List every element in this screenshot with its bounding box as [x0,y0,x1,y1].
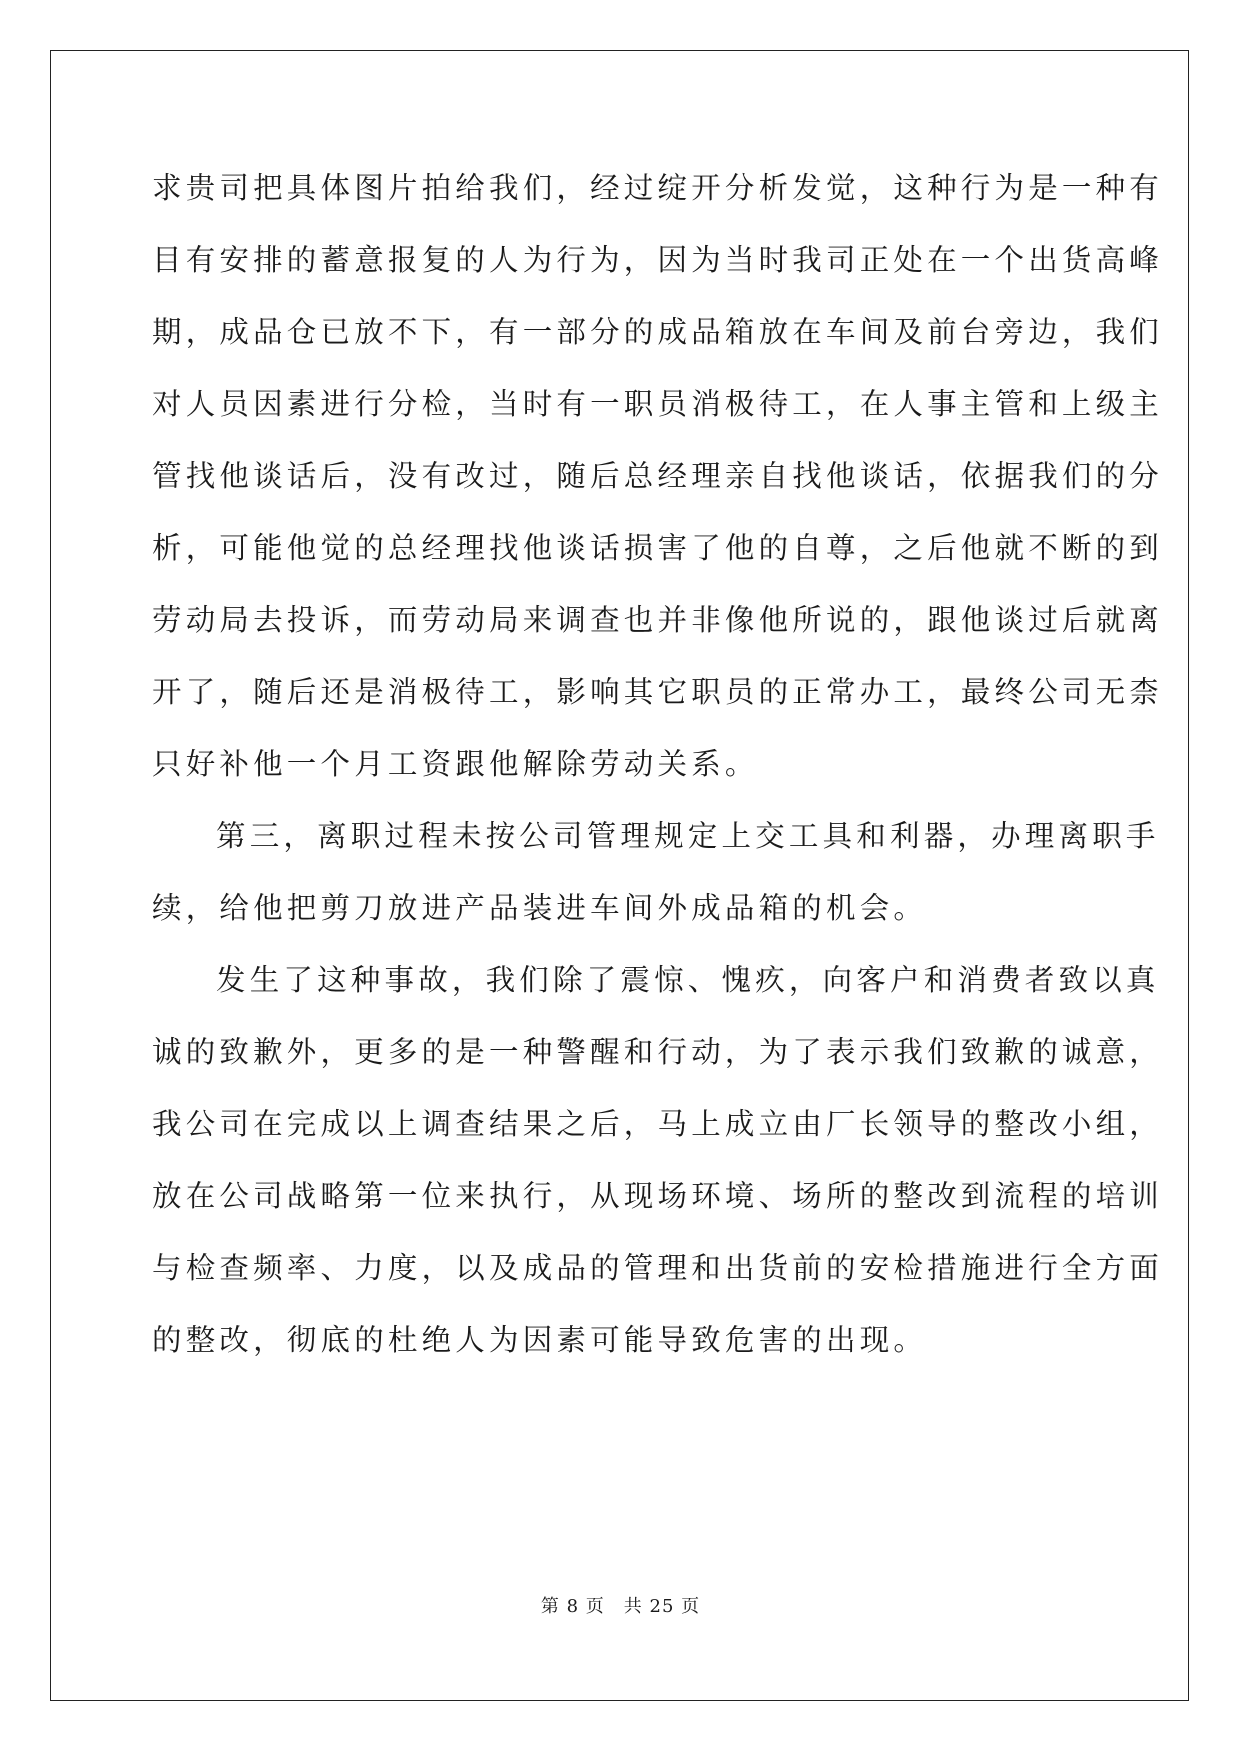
text-line: 劳动局去投诉，而劳动局来调查也并非像他所说的，跟他谈过后就离 [152,603,1164,637]
text-line: 诚的致歉外，更多的是一种警醒和行动，为了表示我们致歉的诚意， [152,1035,1164,1069]
text-line: 管找他谈话后，没有改过，随后总经理亲自找他谈话，依据我们的分 [152,459,1164,493]
text-line: 第三，离职过程未按公司管理规定上交工具和利器，办理离职手 [216,819,1160,853]
text-line: 开了，随后还是消极待工，影响其它职员的正常办工，最终公司无柰 [152,675,1164,709]
text-line: 续，给他把剪刀放进产品装进车间外成品箱的机会。 [152,891,928,925]
text-line: 目有安排的蓄意报复的人为行为，因为当时我司正处在一个出货高峰 [152,243,1164,277]
text-line: 求贵司把具体图片拍给我们，经过绽开分析发觉，这种行为是一种有 [152,171,1164,205]
text-line: 与检查频率、力度，以及成品的管理和出货前的安检措施进行全方面 [152,1251,1164,1285]
text-line: 发生了这种事故，我们除了震惊、愧疚，向客户和消费者致以真 [216,963,1160,997]
text-line: 析，可能他觉的总经理找他谈话损害了他的自尊，之后他就不断的到 [152,531,1164,565]
text-line: 只好补他一个月工资跟他解除劳动关系。 [152,747,759,781]
text-line: 我公司在完成以上调查结果之后，马上成立由厂长领导的整改小组， [152,1107,1164,1141]
text-line: 的整改，彻底的杜绝人为因素可能导致危害的出现。 [152,1323,928,1357]
document-body [152,152,1164,1376]
text-line: 对人员因素进行分检，当时有一职员消极待工，在人事主管和上级主 [152,387,1164,421]
page-number: 第 8 页 共 25 页 [540,1596,701,1617]
text-line: 期，成品仓已放不下，有一部分的成品箱放在车间及前台旁边，我们 [152,315,1164,349]
text-line: 放在公司战略第一位来执行，从现场环境、场所的整改到流程的培训 [152,1179,1164,1213]
